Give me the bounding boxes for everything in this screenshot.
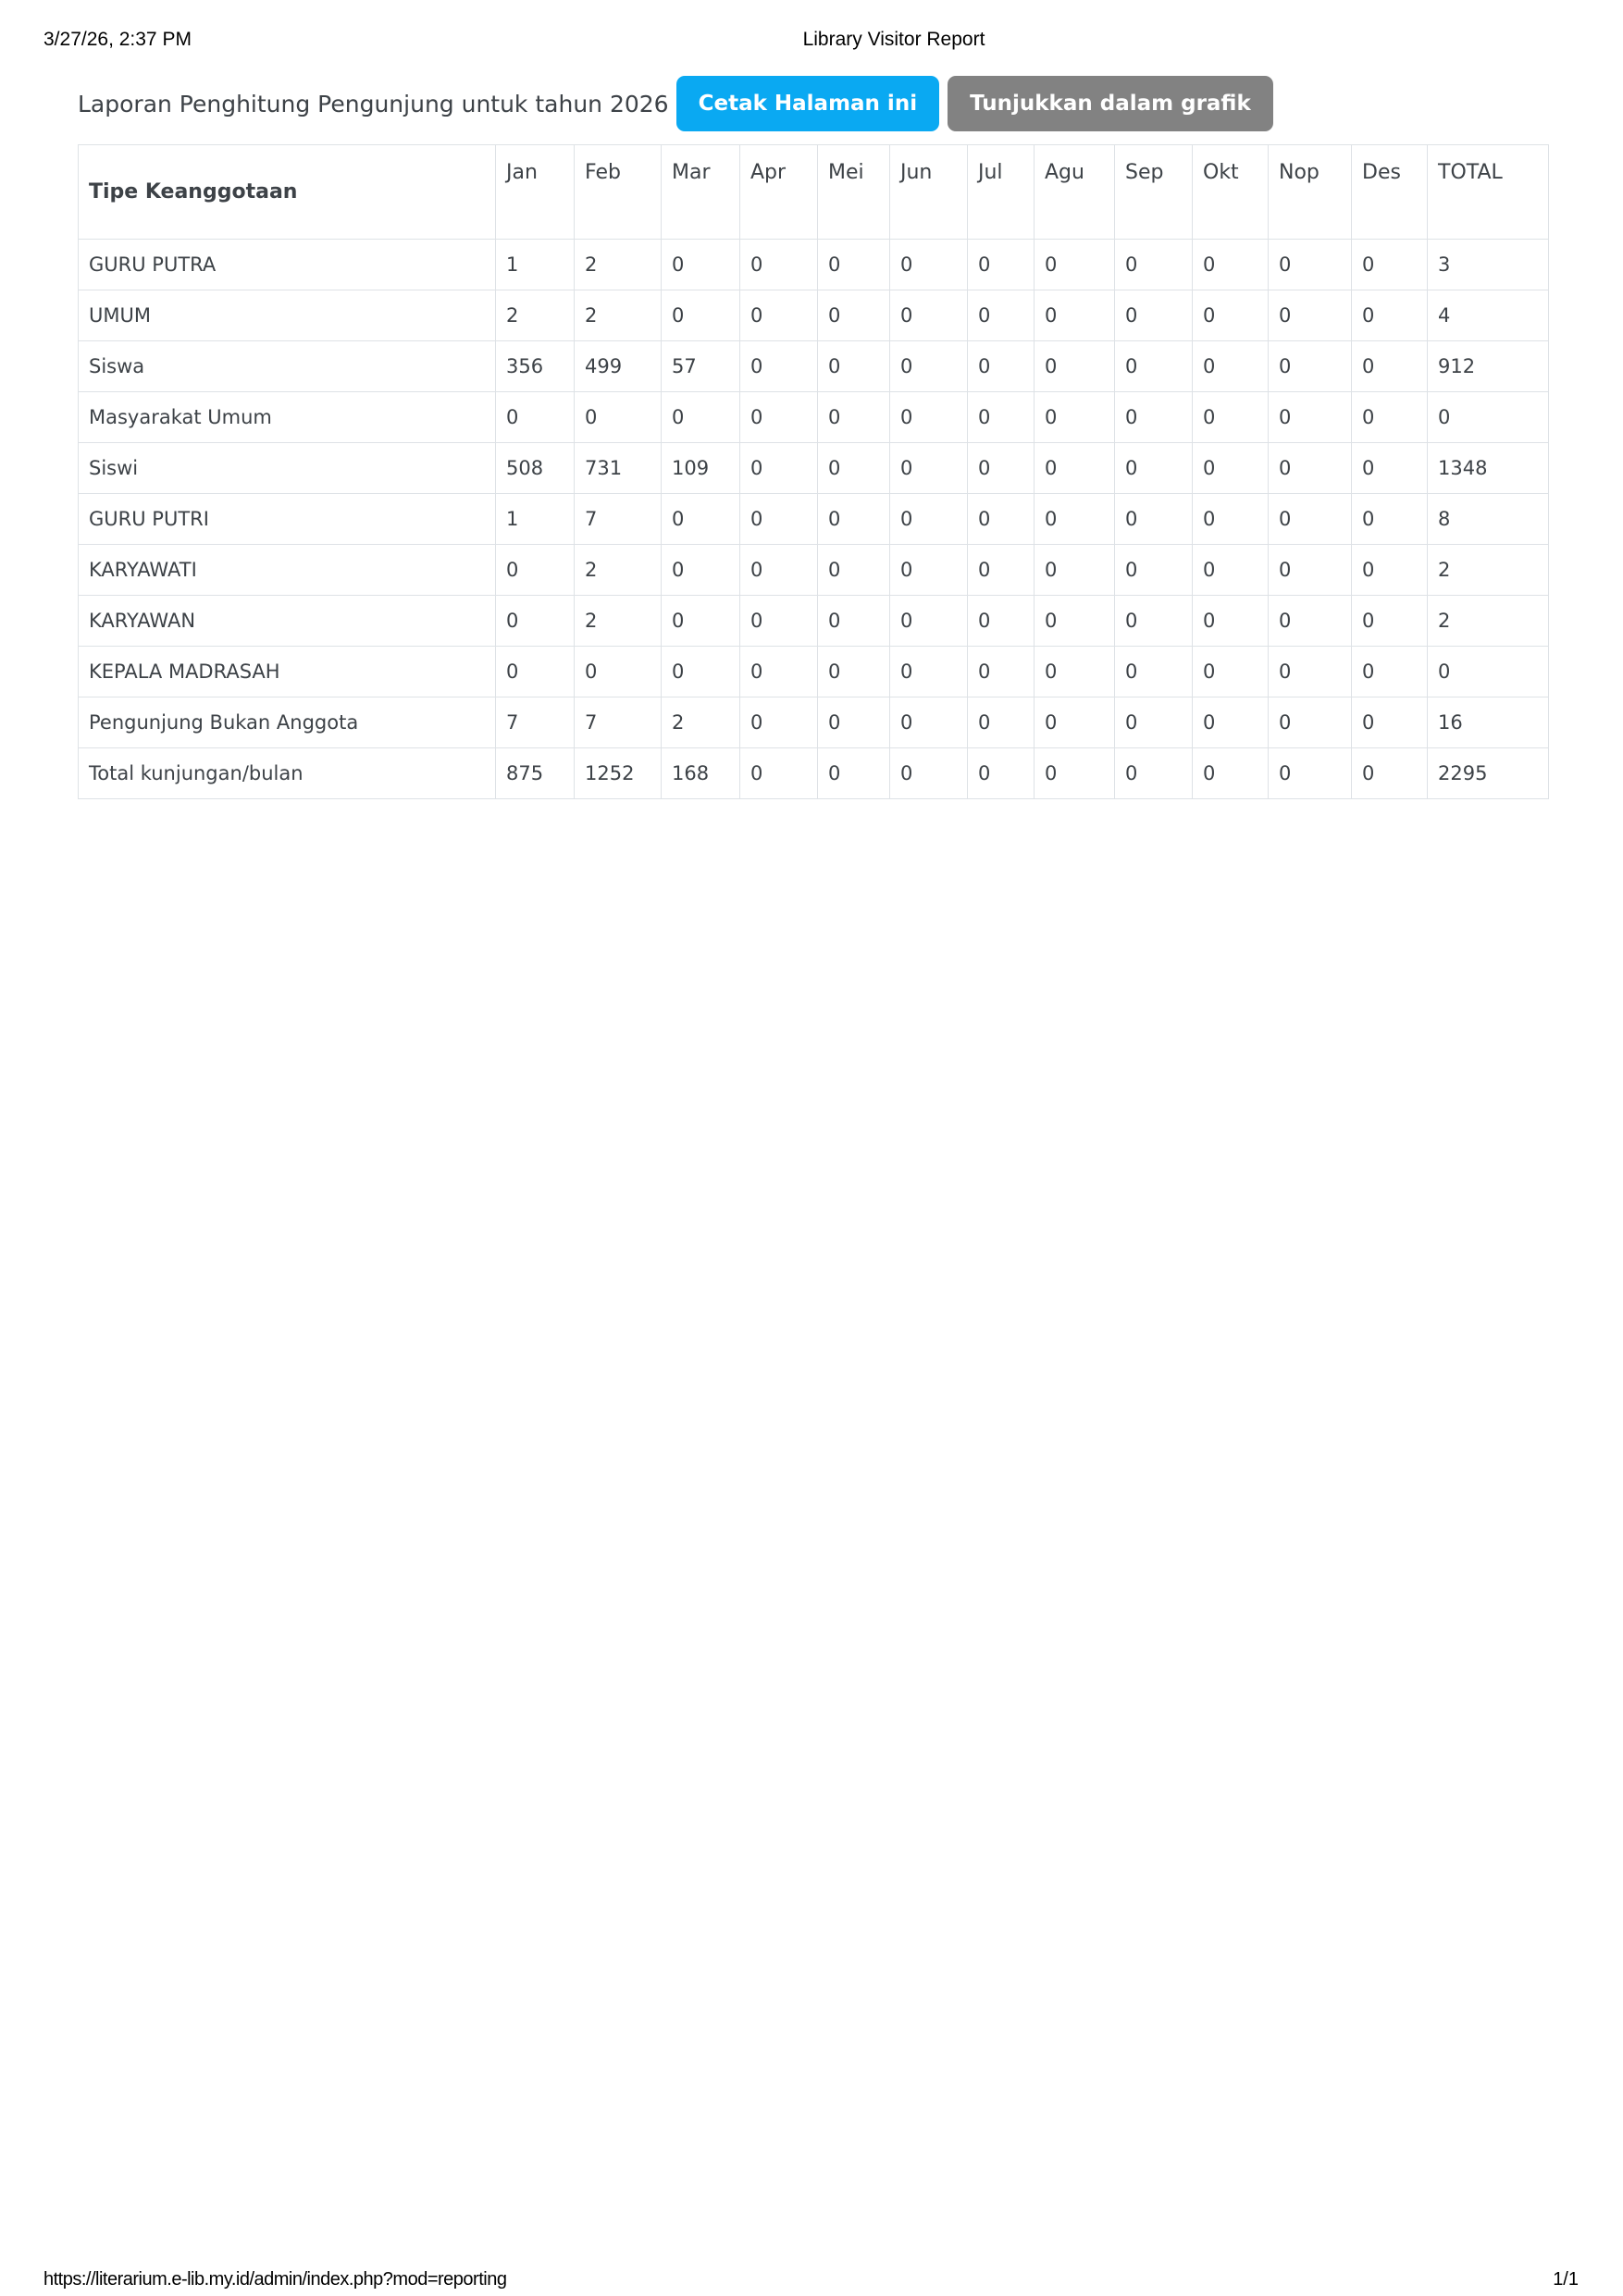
column-header-jul: Jul bbox=[968, 145, 1035, 240]
cell-value: 0 bbox=[1035, 545, 1115, 596]
column-header-apr: Apr bbox=[740, 145, 818, 240]
cell-value: 168 bbox=[662, 748, 740, 799]
cell-value: 0 bbox=[662, 596, 740, 647]
cell-value: 0 bbox=[968, 697, 1035, 748]
cell-value: 0 bbox=[1115, 341, 1193, 392]
cell-value: 0 bbox=[1193, 748, 1269, 799]
cell-value: 0 bbox=[740, 240, 818, 290]
cell-value: 0 bbox=[1115, 545, 1193, 596]
cell-value: 0 bbox=[1115, 240, 1193, 290]
cell-value: 1348 bbox=[1428, 443, 1549, 494]
cell-value: 0 bbox=[1035, 341, 1115, 392]
cell-value: 0 bbox=[740, 647, 818, 697]
cell-value: 0 bbox=[1193, 443, 1269, 494]
cell-value: 0 bbox=[1035, 494, 1115, 545]
cell-value: 57 bbox=[662, 341, 740, 392]
cell-value: 0 bbox=[1035, 748, 1115, 799]
cell-value: 0 bbox=[496, 596, 575, 647]
cell-value: 0 bbox=[818, 443, 890, 494]
cell-value: 0 bbox=[740, 596, 818, 647]
cell-value: 0 bbox=[1115, 697, 1193, 748]
print-header-datetime: 3/27/26, 2:37 PM bbox=[43, 29, 192, 50]
cell-value: 0 bbox=[968, 240, 1035, 290]
cell-value: 0 bbox=[1035, 290, 1115, 341]
cell-value: 0 bbox=[1115, 596, 1193, 647]
cell-value: 0 bbox=[1269, 392, 1352, 443]
cell-value: 1252 bbox=[575, 748, 662, 799]
cell-value: 0 bbox=[1035, 596, 1115, 647]
cell-value: 508 bbox=[496, 443, 575, 494]
row-label: GURU PUTRA bbox=[79, 240, 496, 290]
cell-value: 0 bbox=[1115, 647, 1193, 697]
cell-value: 2 bbox=[575, 545, 662, 596]
table-row bbox=[79, 545, 1549, 596]
cell-value: 0 bbox=[662, 545, 740, 596]
column-header-mei: Mei bbox=[818, 145, 890, 240]
row-label: KARYAWAN bbox=[79, 596, 496, 647]
cell-value: 0 bbox=[968, 443, 1035, 494]
table-row bbox=[79, 290, 1549, 341]
print-footer-url: https://literarium.e-lib.my.id/admin/index.php?mod=reporting bbox=[43, 2269, 507, 2290]
cell-value: 0 bbox=[890, 494, 968, 545]
cell-value: 0 bbox=[968, 341, 1035, 392]
cell-value: 0 bbox=[740, 392, 818, 443]
cell-value: 8 bbox=[1428, 494, 1549, 545]
cell-value: 0 bbox=[1193, 341, 1269, 392]
column-header-total: TOTAL bbox=[1428, 145, 1549, 240]
cell-value: 0 bbox=[890, 392, 968, 443]
row-label: Siswi bbox=[79, 443, 496, 494]
column-header-nop: Nop bbox=[1269, 145, 1352, 240]
cell-value: 0 bbox=[1269, 240, 1352, 290]
cell-value: 0 bbox=[1352, 647, 1428, 697]
cell-value: 0 bbox=[1193, 647, 1269, 697]
cell-value: 0 bbox=[890, 545, 968, 596]
cell-value: 0 bbox=[1352, 494, 1428, 545]
cell-value: 0 bbox=[1428, 392, 1549, 443]
row-label: KARYAWATI bbox=[79, 545, 496, 596]
cell-value: 2 bbox=[1428, 596, 1549, 647]
cell-value: 356 bbox=[496, 341, 575, 392]
cell-value: 0 bbox=[1269, 545, 1352, 596]
cell-value: 4 bbox=[1428, 290, 1549, 341]
column-header-okt: Okt bbox=[1193, 145, 1269, 240]
cell-value: 0 bbox=[968, 647, 1035, 697]
column-header-mar: Mar bbox=[662, 145, 740, 240]
cell-value: 0 bbox=[1035, 647, 1115, 697]
cell-value: 0 bbox=[1269, 443, 1352, 494]
cell-value: 0 bbox=[818, 240, 890, 290]
cell-value: 2 bbox=[496, 290, 575, 341]
cell-value: 0 bbox=[890, 341, 968, 392]
column-header-jan: Jan bbox=[496, 145, 575, 240]
row-label: UMUM bbox=[79, 290, 496, 341]
cell-value: 0 bbox=[662, 392, 740, 443]
print-page-button[interactable]: Cetak Halaman ini bbox=[676, 76, 939, 131]
cell-value: 0 bbox=[1269, 341, 1352, 392]
cell-value: 2 bbox=[1428, 545, 1549, 596]
table-row bbox=[79, 494, 1549, 545]
cell-value: 7 bbox=[575, 494, 662, 545]
row-label: GURU PUTRI bbox=[79, 494, 496, 545]
column-header-feb: Feb bbox=[575, 145, 662, 240]
cell-value: 0 bbox=[890, 443, 968, 494]
table-row bbox=[79, 341, 1549, 392]
table-row bbox=[79, 748, 1549, 799]
cell-value: 0 bbox=[1352, 748, 1428, 799]
cell-value: 0 bbox=[496, 647, 575, 697]
cell-value: 2 bbox=[575, 240, 662, 290]
cell-value: 0 bbox=[818, 392, 890, 443]
cell-value: 0 bbox=[1115, 290, 1193, 341]
cell-value: 7 bbox=[496, 697, 575, 748]
cell-value: 7 bbox=[575, 697, 662, 748]
report-heading: Laporan Penghitung Pengunjung untuk tahun 2026 bbox=[78, 90, 669, 117]
row-label: Pengunjung Bukan Anggota bbox=[79, 697, 496, 748]
cell-value: 0 bbox=[496, 545, 575, 596]
cell-value: 0 bbox=[818, 596, 890, 647]
cell-value: 109 bbox=[662, 443, 740, 494]
cell-value: 0 bbox=[1428, 647, 1549, 697]
cell-value: 2 bbox=[662, 697, 740, 748]
cell-value: 0 bbox=[1115, 443, 1193, 494]
cell-value: 0 bbox=[968, 494, 1035, 545]
cell-value: 0 bbox=[740, 494, 818, 545]
cell-value: 0 bbox=[1193, 392, 1269, 443]
cell-value: 0 bbox=[662, 494, 740, 545]
cell-value: 0 bbox=[818, 341, 890, 392]
cell-value: 0 bbox=[1193, 290, 1269, 341]
cell-value: 0 bbox=[890, 596, 968, 647]
cell-value: 0 bbox=[740, 341, 818, 392]
row-label: KEPALA MADRASAH bbox=[79, 647, 496, 697]
cell-value: 3 bbox=[1428, 240, 1549, 290]
cell-value: 0 bbox=[662, 240, 740, 290]
cell-value: 0 bbox=[1115, 748, 1193, 799]
cell-value: 0 bbox=[740, 697, 818, 748]
column-header-sep: Sep bbox=[1115, 145, 1193, 240]
column-header-des: Des bbox=[1352, 145, 1428, 240]
print-header-title: Library Visitor Report bbox=[802, 29, 985, 50]
cell-value: 0 bbox=[1269, 596, 1352, 647]
cell-value: 499 bbox=[575, 341, 662, 392]
cell-value: 0 bbox=[818, 748, 890, 799]
column-header-jun: Jun bbox=[890, 145, 968, 240]
cell-value: 0 bbox=[740, 545, 818, 596]
cell-value: 875 bbox=[496, 748, 575, 799]
cell-value: 0 bbox=[818, 647, 890, 697]
cell-value: 0 bbox=[1352, 596, 1428, 647]
report-heading-row bbox=[78, 76, 1273, 131]
cell-value: 0 bbox=[575, 392, 662, 443]
cell-value: 0 bbox=[890, 748, 968, 799]
cell-value: 0 bbox=[1035, 697, 1115, 748]
table-row bbox=[79, 596, 1549, 647]
cell-value: 0 bbox=[968, 392, 1035, 443]
row-label: Total kunjungan/bulan bbox=[79, 748, 496, 799]
cell-value: 0 bbox=[1193, 494, 1269, 545]
column-header-agu: Agu bbox=[1035, 145, 1115, 240]
table-row bbox=[79, 443, 1549, 494]
cell-value: 1 bbox=[496, 494, 575, 545]
cell-value: 0 bbox=[968, 748, 1035, 799]
cell-value: 0 bbox=[1035, 443, 1115, 494]
cell-value: 0 bbox=[1269, 494, 1352, 545]
cell-value: 0 bbox=[890, 647, 968, 697]
cell-value: 0 bbox=[1193, 697, 1269, 748]
cell-value: 0 bbox=[1193, 545, 1269, 596]
cell-value: 0 bbox=[662, 647, 740, 697]
cell-value: 0 bbox=[1193, 240, 1269, 290]
cell-value: 0 bbox=[890, 240, 968, 290]
table-row bbox=[79, 647, 1549, 697]
cell-value: 0 bbox=[1269, 697, 1352, 748]
cell-value: 0 bbox=[1115, 392, 1193, 443]
cell-value: 0 bbox=[968, 596, 1035, 647]
cell-value: 0 bbox=[1352, 545, 1428, 596]
cell-value: 0 bbox=[740, 748, 818, 799]
row-label: Masyarakat Umum bbox=[79, 392, 496, 443]
cell-value: 0 bbox=[1193, 596, 1269, 647]
cell-value: 2 bbox=[575, 596, 662, 647]
cell-value: 0 bbox=[740, 290, 818, 341]
visitor-report-table bbox=[78, 144, 1549, 799]
cell-value: 0 bbox=[1035, 240, 1115, 290]
row-label: Siswa bbox=[79, 341, 496, 392]
table-row bbox=[79, 240, 1549, 290]
cell-value: 2295 bbox=[1428, 748, 1549, 799]
cell-value: 0 bbox=[1352, 392, 1428, 443]
cell-value: 0 bbox=[1035, 392, 1115, 443]
cell-value: 0 bbox=[890, 697, 968, 748]
cell-value: 0 bbox=[740, 443, 818, 494]
table-row bbox=[79, 697, 1549, 748]
cell-value: 1 bbox=[496, 240, 575, 290]
cell-value: 0 bbox=[1352, 443, 1428, 494]
table-row bbox=[79, 392, 1549, 443]
cell-value: 0 bbox=[1269, 748, 1352, 799]
cell-value: 0 bbox=[818, 545, 890, 596]
cell-value: 0 bbox=[1269, 647, 1352, 697]
cell-value: 0 bbox=[818, 494, 890, 545]
cell-value: 16 bbox=[1428, 697, 1549, 748]
cell-value: 0 bbox=[890, 290, 968, 341]
cell-value: 731 bbox=[575, 443, 662, 494]
cell-value: 2 bbox=[575, 290, 662, 341]
print-footer-page-indicator: 1/1 bbox=[1553, 2269, 1579, 2290]
cell-value: 0 bbox=[1352, 697, 1428, 748]
column-header-tipe-keanggotaan: Tipe Keanggotaan bbox=[79, 145, 496, 240]
table-header-row bbox=[79, 145, 1549, 240]
cell-value: 0 bbox=[1269, 290, 1352, 341]
cell-value: 0 bbox=[575, 647, 662, 697]
cell-value: 912 bbox=[1428, 341, 1549, 392]
cell-value: 0 bbox=[1352, 240, 1428, 290]
cell-value: 0 bbox=[818, 697, 890, 748]
cell-value: 0 bbox=[662, 290, 740, 341]
cell-value: 0 bbox=[1115, 494, 1193, 545]
cell-value: 0 bbox=[1352, 341, 1428, 392]
cell-value: 0 bbox=[968, 545, 1035, 596]
cell-value: 0 bbox=[496, 392, 575, 443]
cell-value: 0 bbox=[818, 290, 890, 341]
show-graph-button[interactable]: Tunjukkan dalam grafik bbox=[948, 76, 1273, 131]
cell-value: 0 bbox=[1352, 290, 1428, 341]
cell-value: 0 bbox=[968, 290, 1035, 341]
